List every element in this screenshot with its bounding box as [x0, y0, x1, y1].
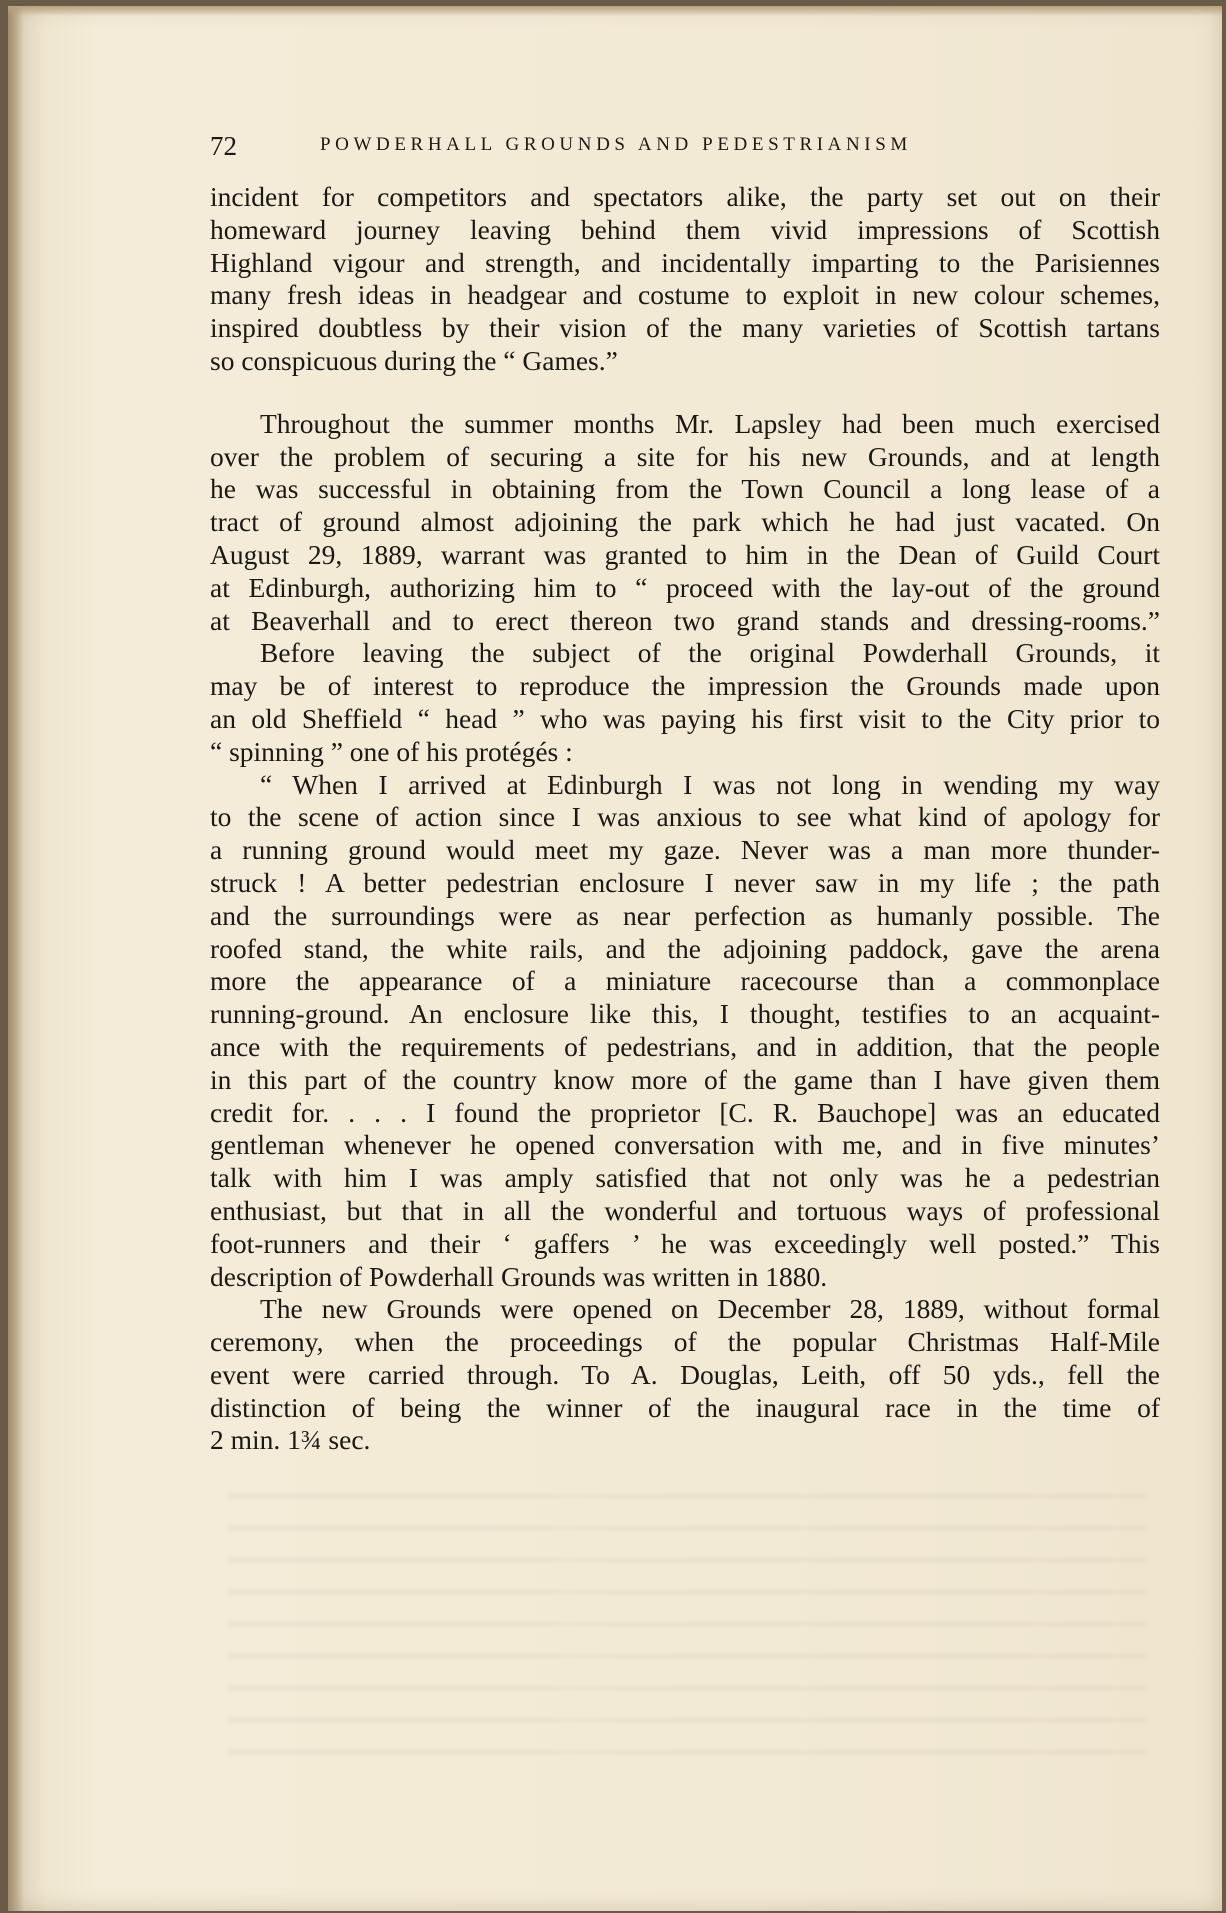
text-line: so conspicuous during the “ Games.”	[210, 344, 618, 376]
text-line: inspired doubtless by their vision of the many varieties of Scottish tartans	[210, 312, 1160, 344]
text-line: tract of ground almost adjoining the park which he had just vacated. On	[210, 506, 1160, 538]
text-line: over the problem of securing a site for his new Grounds, and at length	[210, 440, 1160, 472]
text-line: Throughout the summer months Mr. Lapsley had been much exercised	[260, 407, 1160, 439]
text-line: gentleman whenever he opened conversation with me, and in five minutes’	[210, 1129, 1160, 1161]
text-line: homeward journey leaving behind them vivid impressions of Scottish	[210, 213, 1160, 245]
text-line: struck ! A better pedestrian enclosure I never saw in my life ; the path	[210, 866, 1160, 898]
text-line: talk with him I was amply satisfied that not only was he a pedestrian	[210, 1162, 1160, 1194]
text-line: more the appearance of a miniature racecourse than a commonplace	[210, 965, 1160, 997]
text-line: Highland vigour and strength, and incidentally imparting to the Parisiennes	[210, 246, 1160, 278]
text-line: incident for competitors and spectators alike, the party set out on their	[210, 181, 1160, 212]
page-number: 72	[210, 131, 237, 161]
text-line: many fresh ideas in headgear and costume to exploit in new colour schemes,	[210, 279, 1160, 311]
text-line: foot-runners and their ‘ gaffers ’ he was exceedingly well posted.” This	[210, 1227, 1160, 1259]
text-line: at Beaverhall and to erect thereon two grand stands and dressing-rooms.”	[210, 604, 1160, 636]
text-line: description of Powderhall Grounds was written in 1880.	[210, 1260, 828, 1292]
text-line: enthusiast, but that in all the wonderful and tortuous ways of professional	[210, 1194, 1160, 1226]
text-line: “ spinning ” one of his protégés :	[210, 735, 573, 767]
paragraph-gap	[210, 378, 1160, 408]
running-title: POWDERHALL GROUNDS AND PEDESTRIANISM	[320, 134, 912, 155]
text-line: Before leaving the subject of the original Powderhall Grounds, it	[260, 637, 1160, 669]
book-page	[8, 6, 1222, 1911]
body-text	[210, 181, 1160, 1457]
text-line: ance with the requirements of pedestrians, and in addition, that the people	[210, 1030, 1160, 1062]
text-line: event were carried through. To A. Douglas, Leith, off 50 yds., fell the	[210, 1358, 1160, 1390]
text-line: he was successful in obtaining from the Town Council a long lease of a	[210, 473, 1160, 505]
text-line: ceremony, when the proceedings of the popular Christmas Half-Mile	[210, 1326, 1160, 1358]
text-line: roofed stand, the white rails, and the adjoining paddock, gave the arena	[210, 932, 1160, 964]
text-line: “ When I arrived at Edinburgh I was not long in wending my way	[260, 768, 1160, 800]
text-line: distinction of being the winner of the inaugural race in the time of	[210, 1391, 1160, 1423]
text-line: 2 min. 1¾ sec.	[210, 1424, 371, 1456]
text-line: The new Grounds were opened on December 28, 1889, without formal	[260, 1293, 1160, 1325]
show-through-texture	[228, 1476, 1148, 1756]
text-line: at Edinburgh, authorizing him to “ proceed with the lay-out of the ground	[210, 571, 1160, 603]
text-line: a running ground would meet my gaze. Never was a man more thunder-	[210, 834, 1160, 866]
text-line: August 29, 1889, warrant was granted to him in the Dean of Guild Court	[210, 538, 1160, 570]
page-header	[210, 131, 1060, 165]
text-line: in this part of the country know more of the game than I have given them	[210, 1063, 1160, 1095]
text-line: may be of interest to reproduce the impression the Grounds made upon	[210, 670, 1160, 702]
text-line: and the surroundings were as near perfection as humanly possible. The	[210, 899, 1160, 931]
text-line: running-ground. An enclosure like this, I thought, testifies to an acquaint-	[210, 998, 1160, 1030]
text-line: an old Sheffield “ head ” who was paying his first visit to the City prior to	[210, 702, 1160, 734]
text-line: credit for. . . . I found the proprietor [C. R. Bauchope] was an educated	[210, 1096, 1160, 1128]
text-line: to the scene of action since I was anxious to see what kind of apology for	[210, 801, 1160, 833]
